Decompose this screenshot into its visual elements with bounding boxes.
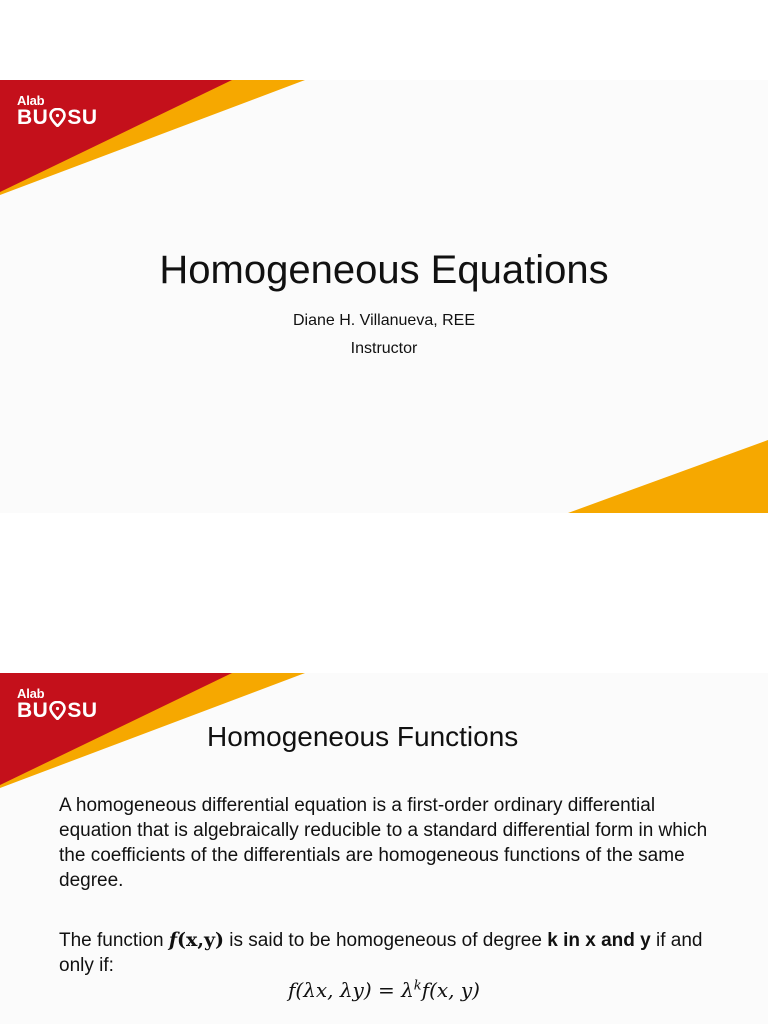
logo-top-text: Alab xyxy=(17,93,45,108)
func-middle: is said to be homogeneous of degree xyxy=(224,930,548,951)
func-degree-text: k in x and y xyxy=(547,930,651,951)
location-pin-icon xyxy=(49,701,66,720)
equation-exponent: k xyxy=(413,978,422,994)
logo-right-text: SU xyxy=(67,699,98,722)
content-slide xyxy=(0,673,768,1024)
slide-title: Homogeneous Functions xyxy=(207,721,519,752)
slide-title: Homogeneous Equations xyxy=(159,248,609,292)
logo-right-text: SU xyxy=(67,106,98,129)
func-prefix: The function xyxy=(59,930,169,951)
logo-left-text: BU xyxy=(17,699,49,722)
definition-paragraph: A homogeneous differential equation is a first-order ordinary differential equation that is algebraically reducible to a standard differential form in which the coefficients of the differentials are homogeneous functions of the same degree. xyxy=(59,795,708,891)
func-args: (x,y) xyxy=(177,929,224,951)
author-role: Instructor xyxy=(350,340,418,357)
location-pin-icon xyxy=(49,108,66,127)
author-name: Diane H. Villanueva, REE xyxy=(292,312,476,329)
function-statement xyxy=(59,928,719,978)
logo-top-text: Alab xyxy=(17,686,45,701)
title-slide xyxy=(0,80,768,513)
logo-left-text: BU xyxy=(17,106,49,129)
equation-left: f(λx, λy) = λ xyxy=(287,978,414,1002)
brand-logo xyxy=(17,94,98,128)
homogeneity-equation xyxy=(0,978,768,1002)
brand-logo xyxy=(17,687,98,721)
corner-decoration-bottom-right xyxy=(568,438,768,513)
equation-right: f(x, y) xyxy=(421,978,480,1002)
func-symbol: f xyxy=(168,929,178,951)
func-suffix: if and only if: xyxy=(59,930,703,976)
